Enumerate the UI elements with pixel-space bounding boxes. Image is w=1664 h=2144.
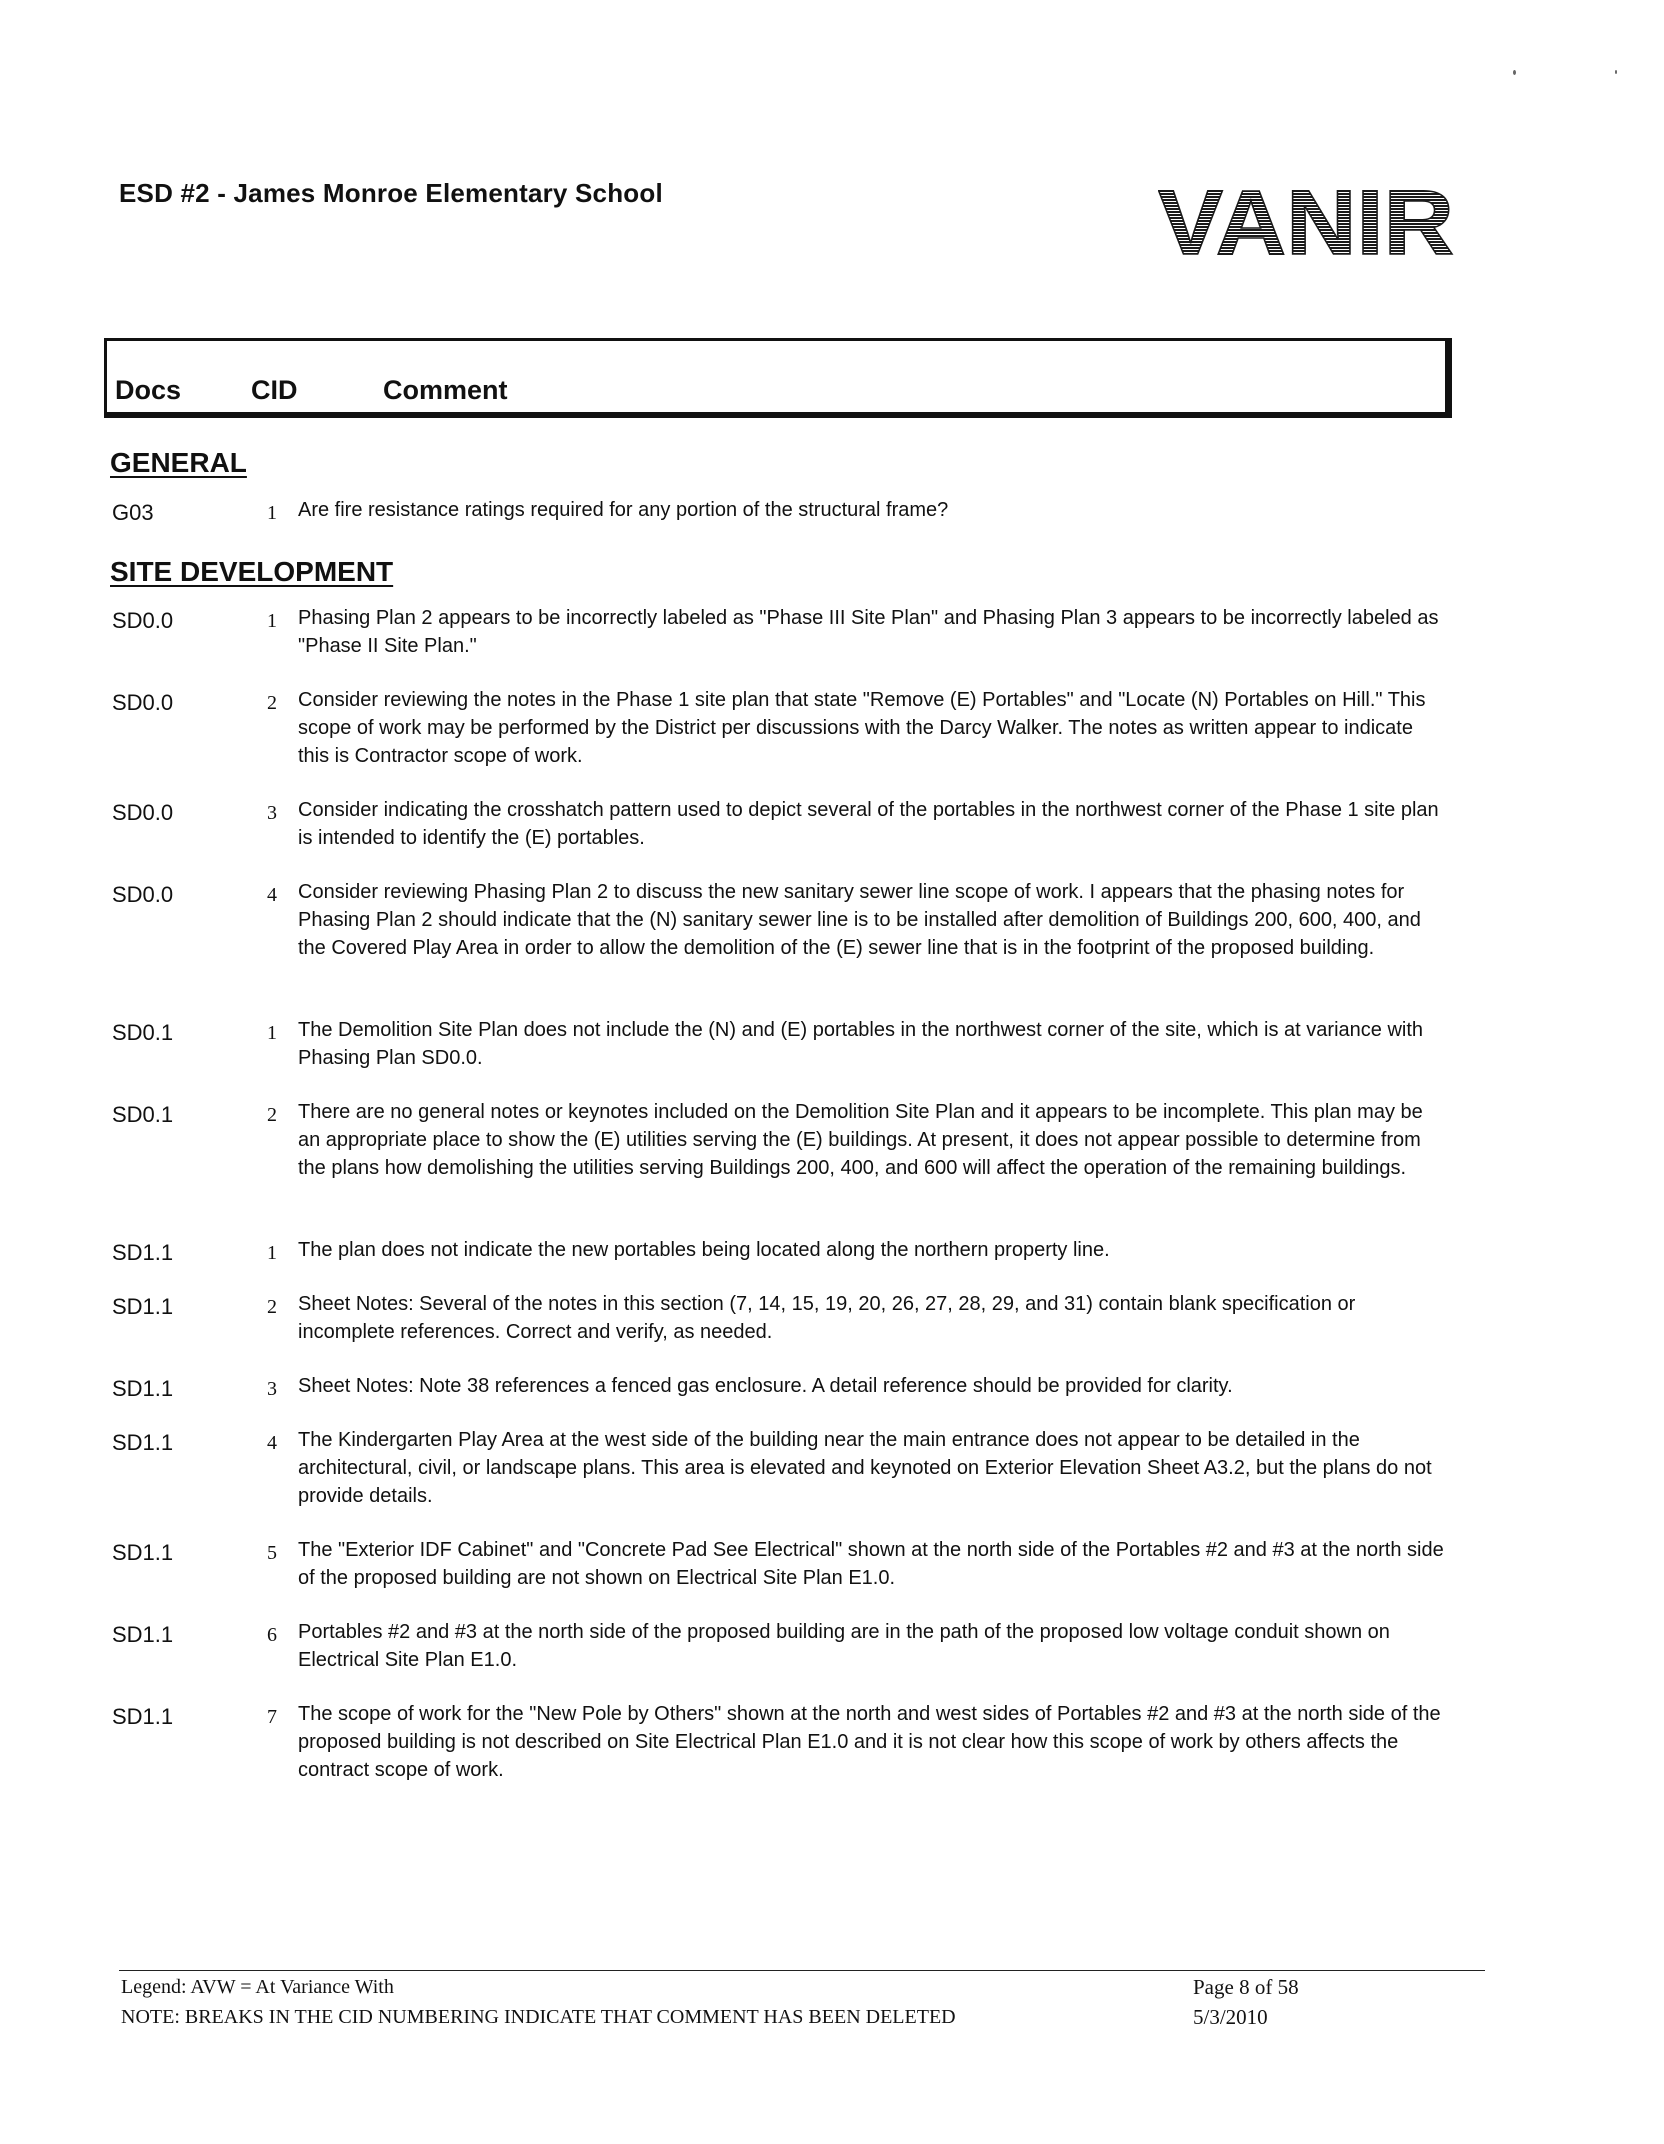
comment-text: Sheet Notes: Several of the notes in this section (7, 14, 15, 19, 20, 26, 27, 28, 29, and 31) contain blank specification or incomplete references. Correct and verify, as needed. <box>298 1293 1356 1343</box>
cid-number: 1 <box>267 1242 277 1264</box>
comment-text: Consider reviewing Phasing Plan 2 to discuss the new sanitary sewer line scope of work. I appears that the phasing notes for Phasing Plan 2 should indicate that the (N) sanitary sewer line is to be installed after demolition of Buildings 200, 600, 400, and the Covered Play Area in order to allow the demolition of the (E) sewer line that is in the footprint of the proposed building. <box>298 881 1421 959</box>
doc-ref: SD1.1 <box>112 1294 174 1319</box>
cid-number: 3 <box>267 802 277 824</box>
doc-ref: SD1.1 <box>112 1430 174 1455</box>
doc-ref: SD1.1 <box>112 1376 174 1401</box>
doc-ref: SD1.1 <box>112 1540 174 1565</box>
doc-ref: SD0.0 <box>112 690 174 715</box>
cid-number: 2 <box>267 692 277 714</box>
comment-text: The "Exterior IDF Cabinet" and "Concrete Pad See Electrical" shown at the north side of the Portables #2 and #3 at the north side of the proposed building are not shown on Electrical Site Plan E1.0. <box>298 1539 1444 1589</box>
comment-text: The Kindergarten Play Area at the west side of the building near the main entrance does not appear to be detailed in the architectural, civil, or landscape plans. This area is elevated and keynoted on Exterior Elevation Sheet A3.2, but the plans do not provide details. <box>298 1429 1432 1507</box>
comment-text: Sheet Notes: Note 38 references a fenced gas enclosure. A detail reference should be provided for clarity. <box>298 1375 1233 1397</box>
section-title-site-development: SITE DEVELOPMENT <box>110 556 394 587</box>
vanir-logo-wordmark: VANIR <box>1158 178 1454 268</box>
comment-text: The Demolition Site Plan does not include the (N) and (E) portables in the northwest corner of the site, which is at variance with Phasing Plan SD0.0. <box>298 1019 1424 1069</box>
footer-date: 5/3/2010 <box>1193 2005 1268 2029</box>
comment-text: There are no general notes or keynotes included on the Demolition Site Plan and it appears to be incomplete. This plan may be an appropriate place to show the (E) utilities serving the (E) buildings. At present, it does not appear possible to determine from the plans how demolishing the utilities serving Buildings 200, 400, and 600 will affect the operation of the remaining buildings. <box>298 1101 1423 1179</box>
doc-ref: SD1.1 <box>112 1704 174 1729</box>
scan-speck <box>1513 70 1516 75</box>
doc-ref: SD1.1 <box>112 1622 174 1647</box>
footer-divider <box>119 1970 1485 1971</box>
doc-ref: SD0.0 <box>112 608 174 633</box>
column-header-docs: Docs <box>115 375 182 405</box>
footer-legend: Legend: AVW = At Variance With <box>121 1976 394 1998</box>
comment-text: Consider indicating the crosshatch pattern used to depict several of the portables in the northwest corner of the Phase 1 site plan is intended to identify the (E) portables. <box>298 799 1439 849</box>
vanir-logo <box>1158 178 1458 268</box>
cid-number: 1 <box>267 1022 277 1044</box>
document-title: ESD #2 - James Monroe Elementary School <box>119 178 663 208</box>
cid-number: 7 <box>267 1706 277 1728</box>
comment-text: Phasing Plan 2 appears to be incorrectly labeled as "Phase III Site Plan" and Phasing Plan 3 appears to be incorrectly labeled as "Phase II Site Plan." <box>298 607 1439 657</box>
comment-text: The plan does not indicate the new portables being located along the northern property line. <box>298 1239 1110 1261</box>
doc-ref: SD0.1 <box>112 1020 174 1045</box>
cid-number: 2 <box>267 1104 277 1126</box>
comment-text: Are fire resistance ratings required for any portion of the structural frame? <box>298 499 949 521</box>
cid-number: 6 <box>267 1624 277 1646</box>
column-header-comment: Comment <box>383 375 508 405</box>
cid-number: 2 <box>267 1296 277 1318</box>
comment-text: The scope of work for the "New Pole by Others" shown at the north and west sides of Portables #2 and #3 at the north side of the proposed building is not described on Site Electrical Plan E1.0 and it is not clear how this scope of work by others affects the contract scope of work. <box>298 1703 1441 1781</box>
column-header-cid: CID <box>251 375 298 405</box>
cid-number: 1 <box>267 610 277 632</box>
vanir-logo-graphic <box>1158 178 1458 268</box>
doc-ref: SD0.0 <box>112 800 174 825</box>
cid-number: 4 <box>267 1432 277 1454</box>
doc-ref: SD1.1 <box>112 1240 174 1265</box>
section-title-general: GENERAL <box>110 447 247 478</box>
cid-number: 3 <box>267 1378 277 1400</box>
doc-ref: SD0.1 <box>112 1102 174 1127</box>
cid-number: 5 <box>267 1542 277 1564</box>
footer-page-info <box>1193 1972 1299 2032</box>
doc-ref: SD0.0 <box>112 882 174 907</box>
cid-number: 1 <box>267 502 277 524</box>
column-header-bar <box>104 338 1452 418</box>
cid-number: 4 <box>267 884 277 906</box>
doc-ref: G03 <box>112 500 154 525</box>
comment-text: Portables #2 and #3 at the north side of the proposed building are in the path of the proposed low voltage conduit shown on Electrical Site Plan E1.0. <box>298 1621 1390 1671</box>
footer-notes <box>121 1972 956 2032</box>
scan-speck <box>1615 70 1617 74</box>
footer-note: NOTE: BREAKS IN THE CID NUMBERING INDICATE THAT COMMENT HAS BEEN DELETED <box>121 2006 956 2028</box>
comment-text: Consider reviewing the notes in the Phase 1 site plan that state "Remove (E) Portables" and "Locate (N) Portables on Hill." This scope of work may be performed by the District per discussions with the Darcy Walker. The notes as written appear to indicate this is Contractor scope of work. <box>298 689 1426 767</box>
page-number: Page 8 of 58 <box>1193 1975 1299 1999</box>
